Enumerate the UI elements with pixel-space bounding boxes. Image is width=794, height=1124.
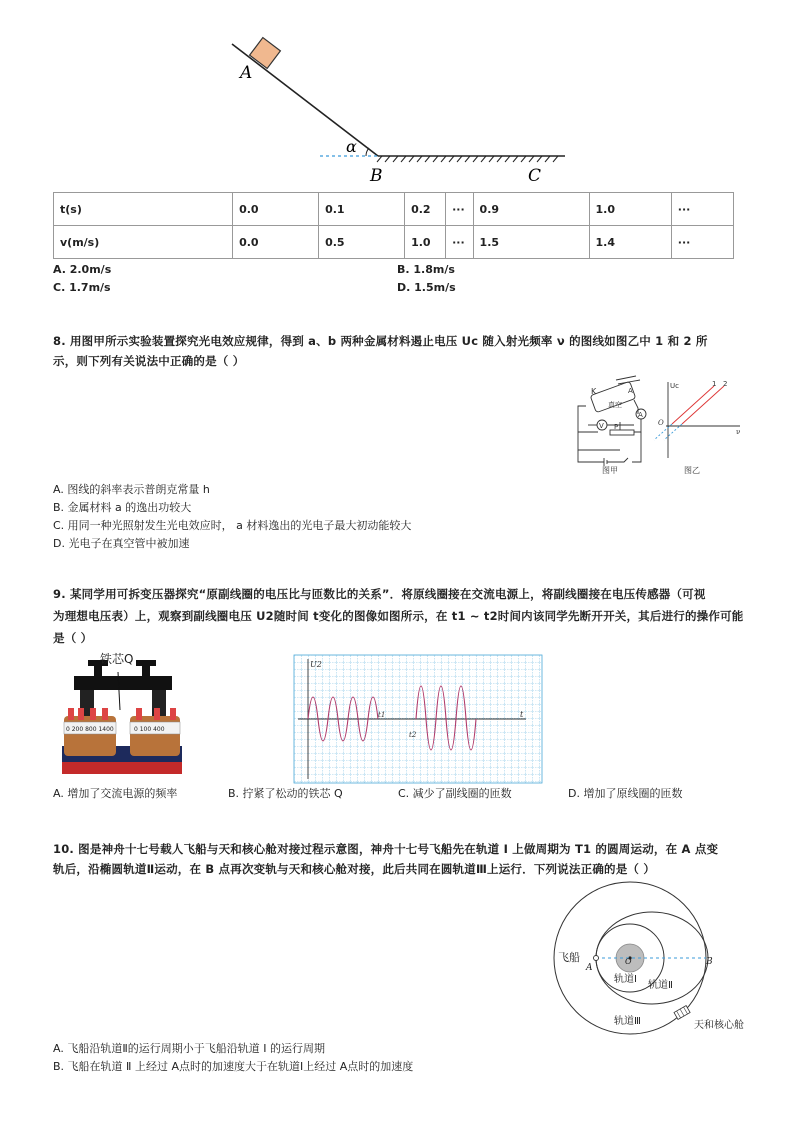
q7-option-b[interactable]: B. 1.8m/s [397, 263, 455, 276]
transformer-illustration [58, 650, 188, 782]
incline-figure [220, 30, 580, 190]
block-a [250, 38, 281, 69]
q10-orbit-diagram [548, 880, 774, 1036]
q8-option-b[interactable]: B. 金属材料 a 的逸出功较大 [53, 501, 192, 514]
graph-u2-label: U2 [310, 660, 322, 669]
label-orbit1: 轨道Ⅰ [614, 974, 637, 985]
iron-core-label: 铁芯Q [100, 652, 134, 666]
table-cell: ··· [671, 193, 733, 226]
table-cell: 1.0 [405, 226, 446, 259]
label-center-o: O [625, 957, 632, 966]
coil-left-scale: 0 200 800 1400 [66, 726, 114, 733]
graph-t1-label: t1 [378, 711, 386, 719]
q7-option-d[interactable]: D. 1.5m/s [397, 281, 456, 294]
q9-stem-line2: 为理想电压表）上，观察到副线圈电压 U2随时间 t变化的图像如图所示，在 t1 ~ t2时间内该同学先断开开关，其后进行的操作可能 [53, 609, 744, 623]
table-cell: 0.0 [233, 193, 319, 226]
q8-option-d[interactable]: D. 光电子在真空管中被加速 [53, 537, 190, 550]
q10-option-a[interactable]: A. 飞船沿轨道Ⅱ的运行周期小于飞船沿轨道 Ⅰ 的运行周期 [53, 1042, 325, 1055]
table-cell: ··· [446, 193, 473, 226]
table-cell: ··· [446, 226, 473, 259]
graph-t2-label: t2 [409, 731, 417, 739]
table-row [54, 193, 734, 226]
coil-right-scale: 0 100 400 [134, 726, 165, 733]
label-o: O [658, 419, 664, 427]
q8-stem-line2: 示，则下列有关说法中正确的是（ ） [53, 354, 245, 368]
label-ship: 飞船 [558, 951, 580, 964]
q9-stem-line1: 9. 某同学用可拆变压器探究“原副线圈的电压比与匝数比的关系”．将原线圈接在交流电源上，将副线圈接在电压传感器（可视 [53, 587, 706, 601]
label-k: K [591, 387, 597, 396]
table-cell: v(m/s) [54, 226, 233, 259]
q8-option-c[interactable]: C. 用同一种光照射发生光电效应时， a 材料逸出的光电子最大初动能较大 [53, 519, 412, 532]
voltmeter-label: V [599, 422, 604, 430]
q8-uc-graph [660, 378, 744, 474]
velocity-table [53, 192, 734, 259]
table-cell: 0.9 [473, 193, 589, 226]
table-cell: 0.0 [233, 226, 319, 259]
table-cell: 0.2 [405, 193, 446, 226]
table-cell: 1.4 [589, 226, 671, 259]
label-nu: ν [736, 428, 741, 436]
q8-stem-line1: 8. 用图甲所示实验装置探究光电效应规律，得到 a、b 两种金属材料遏止电压 Uc 随入射光频率 ν 的图线如图乙中 1 和 2 所 [53, 334, 708, 348]
q10-stem-line2: 轨后，沿椭圆轨道Ⅱ运动，在 B 点再次变轨与天和核心舱对接，此后共同在圆轨道Ⅲ上运行．下列说法正确的是（ ） [53, 862, 656, 876]
label-point-b: B [706, 957, 713, 967]
label-b: B [370, 166, 383, 186]
q9-option-b[interactable]: B. 拧紧了松动的铁芯 Q [228, 787, 343, 800]
label-tube-a: A [628, 387, 633, 395]
q9-option-c[interactable]: C. 减少了副线圈的匝数 [398, 787, 512, 800]
graph-t-label: t [520, 710, 524, 719]
q9-voltage-graph [294, 655, 542, 783]
q9-option-a[interactable]: A. 增加了交流电源的频率 [53, 787, 178, 800]
table-cell: 1.0 [589, 193, 671, 226]
fig-yi-caption: 图乙 [684, 466, 700, 475]
label-alpha: α [346, 137, 357, 156]
q10-option-b[interactable]: B. 飞船在轨道 Ⅱ 上经过 A点时的加速度大于在轨道Ⅰ上经过 A点时的加速度 [53, 1060, 414, 1073]
label-c: C [528, 166, 542, 186]
q7-option-c[interactable]: C. 1.7m/s [53, 281, 111, 294]
q9-stem-line3: 是（ ） [53, 631, 93, 645]
table-cell: 0.5 [319, 226, 405, 259]
label-uc: Uc [670, 382, 679, 390]
table-row [54, 226, 734, 259]
label-station: 天和核心舱 [694, 1020, 744, 1031]
q8-circuit-figure [574, 378, 658, 474]
q10-stem-line1: 10. 图是神舟十七号载人飞船与天和核心舱对接过程示意图，神舟十七号飞船先在轨道 Ⅰ 上做周期为 T1 的圆周运动，在 A 点变 [53, 842, 719, 856]
q9-option-d[interactable]: D. 增加了原线圈的匝数 [568, 787, 683, 800]
label-line1: 1 [712, 380, 717, 388]
fig-jia-caption: 图甲 [602, 466, 618, 475]
label-orbit2: 轨道Ⅱ [648, 980, 673, 991]
table-cell: t(s) [54, 193, 233, 226]
q7-option-a[interactable]: A. 2.0m/s [53, 263, 112, 276]
ammeter-label: A [638, 411, 643, 419]
label-orbit3: 轨道Ⅲ [614, 1016, 641, 1027]
table-cell: 1.5 [473, 226, 589, 259]
label-p: P [614, 423, 619, 431]
q8-option-a[interactable]: A. 图线的斜率表示普朗克常量 h [53, 483, 210, 496]
label-point-a: A [586, 963, 593, 973]
table-cell: ··· [671, 226, 733, 259]
table-cell: 0.1 [319, 193, 405, 226]
label-line2: 2 [723, 380, 728, 388]
label-vacuum: 真空 [608, 401, 622, 409]
label-a: A [240, 63, 253, 83]
